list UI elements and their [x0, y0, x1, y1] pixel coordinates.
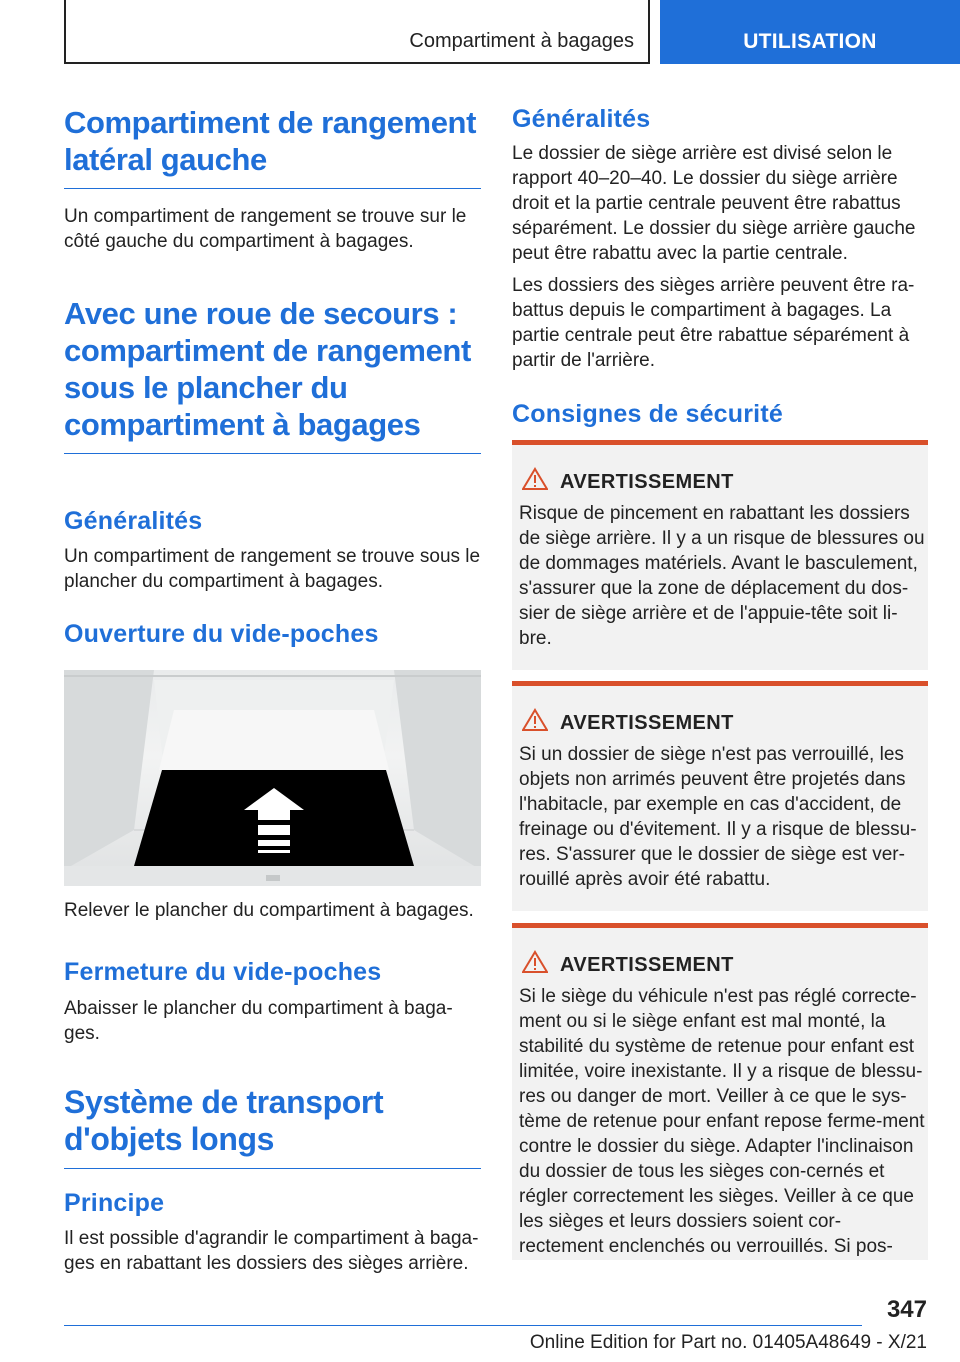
paragraph-seat-division: Le dossier de siège arrière est divisé selon le rapport 40–20–40. Le dossier du siège arrière droit et la partie centrale peuvent être rabattus séparément. Le dossier du siège arrière gauche peut être rabattu avec la partie centrale. [512, 143, 916, 264]
chapter-tab [660, 0, 960, 64]
chapter-tab-label: UTILISATION [743, 30, 877, 53]
paragraph-lateral: Un compartiment de rangement se trouve sur le côté gauche du compartiment à bagages. [64, 206, 467, 252]
warning-box-pinching [512, 440, 928, 670]
warning-title: AVERTISSEMENT [560, 471, 734, 493]
trunk-floor-illustration [64, 670, 481, 886]
heading-long-objects: Système de transport d'objets longs [64, 1084, 481, 1169]
heading-consignes: Consignes de sécurité [512, 400, 783, 428]
section-title: Compartiment à bagages [409, 30, 634, 52]
heading-ouverture: Ouverture du vide-poches [64, 620, 379, 648]
warning-triangle-icon [522, 708, 548, 732]
edition-footer: Online Edition for Part no. 01405A48649 - X/21 [529, 1332, 927, 1353]
warning-triangle-icon [522, 950, 548, 974]
page-number: 347 [886, 1296, 927, 1323]
heading-fermeture: Fermeture du vide-poches [64, 958, 382, 986]
warning-triangle-icon [522, 467, 548, 491]
warning-box-child-seat [512, 923, 928, 1260]
heading-lateral-compartment: Compartiment de rangement latéral gauche [64, 104, 481, 189]
warning-text: Si le siège du véhicule n'est pas réglé correcte-ment ou si le siège enfant est mal monté, la stabilité du système de retenue pour enfant est limitée, voire inexistante. Il y a risque de blessu-res ou danger de mort. Veiller à ce que le sys-tème de retenue pour enfant repose ferme-ment contre le dossier du siège. Adapter l'inclinaison du dossier de tous les sièges con-cernés et régler correctement les sièges. Veiller à ce que les sièges et leurs dossiers soient cor-rectement enclenchés ou verrouillés. Si pos- [519, 986, 925, 1257]
caption-trunk: Relever le plancher du compartiment à bagages. [64, 900, 474, 921]
paragraph-generalites-left: Un compartiment de rangement se trouve sous le plancher du compartiment à bagages. [64, 546, 481, 592]
running-header [64, 0, 650, 64]
trunk-floor-drawing [64, 670, 481, 886]
heading-generalites-left: Généralités [64, 507, 203, 535]
warning-box-unlocked-seat [512, 681, 928, 911]
warning-title: AVERTISSEMENT [560, 712, 734, 734]
heading-spare-wheel-compartment: Avec une roue de secours : compartiment de rangement sous le plancher du compartiment à bagages [64, 295, 481, 454]
warning-text: Risque de pincement en rabattant les dossiers de siège arrière. Il y a un risque de blessures ou de dommages matériels. Avant le basculement, s'assurer que la zone de déplacement du dos-sier de siège arrière et de l'appuie-tête soit li-bre. [519, 503, 925, 649]
warning-text: Si un dossier de siège n'est pas verrouillé, les objets non arrimés peuvent être projetés dans l'habitacle, par exemple en cas d'accident, de freinage ou d'évitement. Il y a risque de blessu-res. S'assurer que le dossier de siège est ver-rouillé après avoir été rabattu. [519, 744, 917, 890]
paragraph-fold-from-trunk: Les dossiers des sièges arrière peuvent être ra-battus depuis le compartiment à bagages. La partie centrale peut être rabattue séparément à partir de l'arrière. [512, 275, 915, 371]
warning-title: AVERTISSEMENT [560, 954, 734, 976]
footer-rule [64, 1325, 862, 1326]
paragraph-fermeture: Abaisser le plancher du compartiment à baga-ges. [64, 998, 453, 1044]
paragraph-principe: Il est possible d'agrandir le compartiment à baga-ges en rabattant les dossiers des sièges arrière. [64, 1228, 479, 1274]
heading-principe: Principe [64, 1189, 165, 1217]
heading-generalites-right: Généralités [512, 105, 651, 133]
